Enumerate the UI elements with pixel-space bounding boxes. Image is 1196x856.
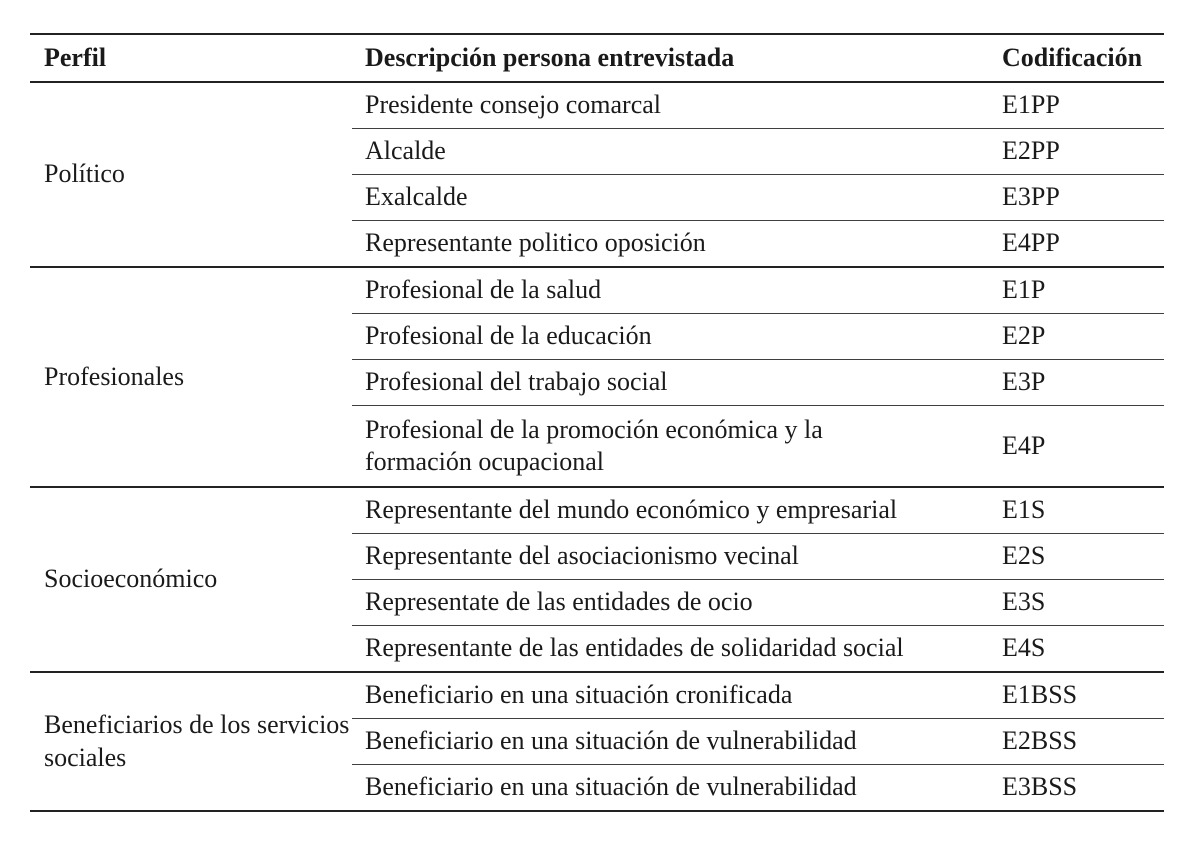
code-cell: E1BSS (990, 672, 1164, 719)
table-row (30, 672, 1164, 719)
description-cell: Beneficiario en una situación de vulnerabilidad (352, 719, 990, 765)
description-cell: Profesional del trabajo social (352, 360, 990, 406)
code-cell: E3P (990, 360, 1164, 406)
code-cell: E4S (990, 626, 1164, 673)
code-cell: E4PP (990, 221, 1164, 268)
column-header-codificacion: Codificación (990, 34, 1164, 82)
description-cell: Representate de las entidades de ocio (352, 580, 990, 626)
code-cell: E4P (990, 406, 1164, 488)
code-cell: E2P (990, 314, 1164, 360)
description-cell: Profesional de la educación (352, 314, 990, 360)
code-cell: E1P (990, 267, 1164, 314)
table-row (30, 267, 1164, 314)
table-header-row (30, 34, 1164, 82)
code-cell: E2BSS (990, 719, 1164, 765)
code-cell: E1PP (990, 82, 1164, 129)
code-cell: E3S (990, 580, 1164, 626)
code-cell: E2S (990, 534, 1164, 580)
code-cell: E1S (990, 487, 1164, 534)
description-cell: Representante politico oposición (352, 221, 990, 268)
description-cell: Alcalde (352, 129, 990, 175)
description-cell: Profesional de la salud (352, 267, 990, 314)
perfil-cell-socioeconomico: Socioeconómico (30, 487, 352, 672)
description-cell: Representante del mundo económico y empresarial (352, 487, 990, 534)
perfil-cell-profesionales: Profesionales (30, 267, 352, 487)
perfil-cell-beneficiarios: Beneficiarios de los servicios sociales (30, 672, 352, 811)
description-cell: Presidente consejo comarcal (352, 82, 990, 129)
description-cell: Representante del asociacionismo vecinal (352, 534, 990, 580)
perfil-cell-politico: Político (30, 82, 352, 267)
code-cell: E3PP (990, 175, 1164, 221)
column-header-perfil: Perfil (30, 34, 352, 82)
interviewee-coding-table (30, 33, 1164, 812)
code-cell: E3BSS (990, 765, 1164, 812)
description-cell: Exalcalde (352, 175, 990, 221)
table-row (30, 487, 1164, 534)
code-cell: E2PP (990, 129, 1164, 175)
table-row (30, 82, 1164, 129)
description-cell: Beneficiario en una situación cronificada (352, 672, 990, 719)
column-header-descripcion: Descripción persona entrevistada (352, 34, 990, 82)
description-cell: Representante de las entidades de solidaridad social (352, 626, 990, 673)
description-cell: Beneficiario en una situación de vulnerabilidad (352, 765, 990, 812)
description-cell: Profesional de la promoción económica y la formación ocupacional (352, 406, 990, 488)
